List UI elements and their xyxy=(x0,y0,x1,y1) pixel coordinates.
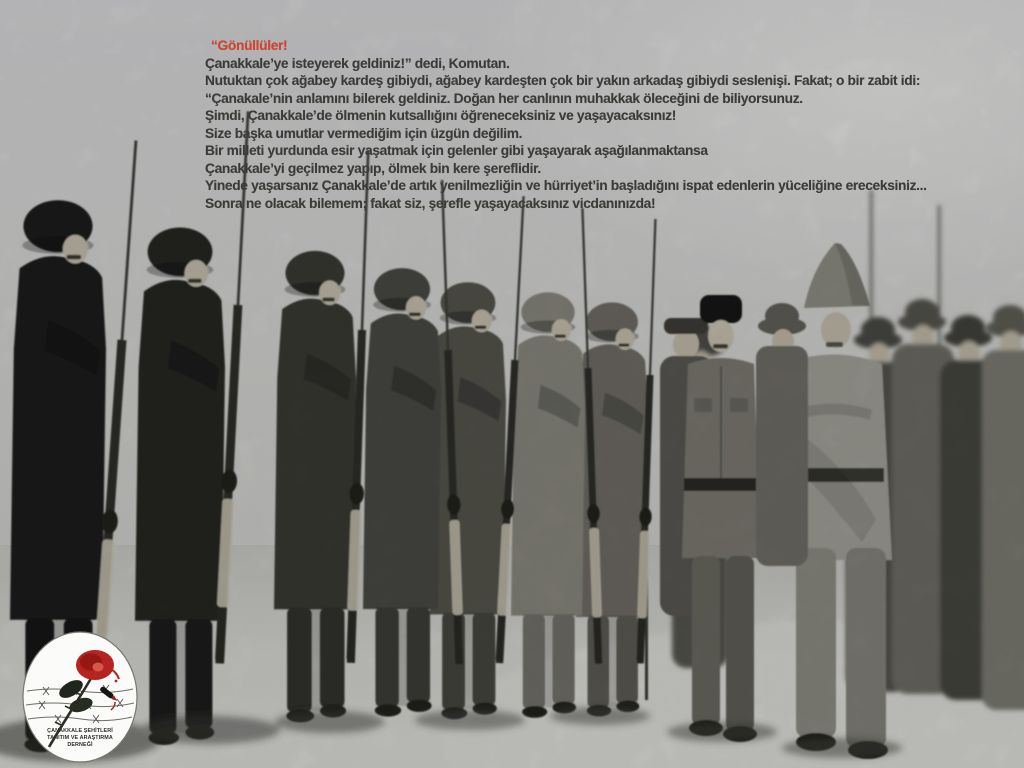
association-name-line1: ÇANAKKALE ŞEHİTLERİ xyxy=(47,728,113,734)
quote-line: Çanakkale’ye isteyerek geldiniz!” dedi, Komutan. xyxy=(205,55,510,71)
quote-line: Size başka umutlar vermediğim için üzgün değilim. xyxy=(205,125,523,141)
association-emblem xyxy=(19,629,141,765)
association-name-line3: DERNEĞİ xyxy=(67,742,93,748)
quote-block xyxy=(205,37,927,212)
quote-line: Sonra ne olacak bilemem; fakat siz, şerefle yaşayacaksınız vicdanınızda! xyxy=(205,195,656,211)
quote-opening-line: “Gönüllüler! xyxy=(211,38,288,53)
quote-line: Çanakkale’yi geçilmez yapıp, ölmek bin kere şereflidir. xyxy=(205,160,541,176)
quote-line: Bir milleti yurdunda esir yaşatmak için gelenler gibi yaşayarak aşağılanmaktansa xyxy=(205,143,708,159)
quote-line: Nutuktan çok ağabey kardeş gibiydi, ağabey kardeşten çok bir yakın arkadaş gibiydi seslenişi. Fakat; o bir zabit idi: xyxy=(205,73,921,89)
association-name-line2: TANITIM VE ARAŞTIRMA xyxy=(47,735,113,741)
quote-line: “Çanakale’nin anlamını bilerek geldiniz. Doğan her canlının muhakkak öleceğini de biliyorsunuz. xyxy=(205,90,803,106)
quote-line: Yinede yaşarsanız Çanakkale’de artık yenilmezliğin ve hürriyet’in başladığını ispat edenlerin yüceliğine ereceksiniz... xyxy=(205,178,927,194)
quote-line: Şimdi, Çanakkale’de ölmenin kutsallığını öğreneceksiniz ve yaşayacaksınız! xyxy=(205,108,676,124)
